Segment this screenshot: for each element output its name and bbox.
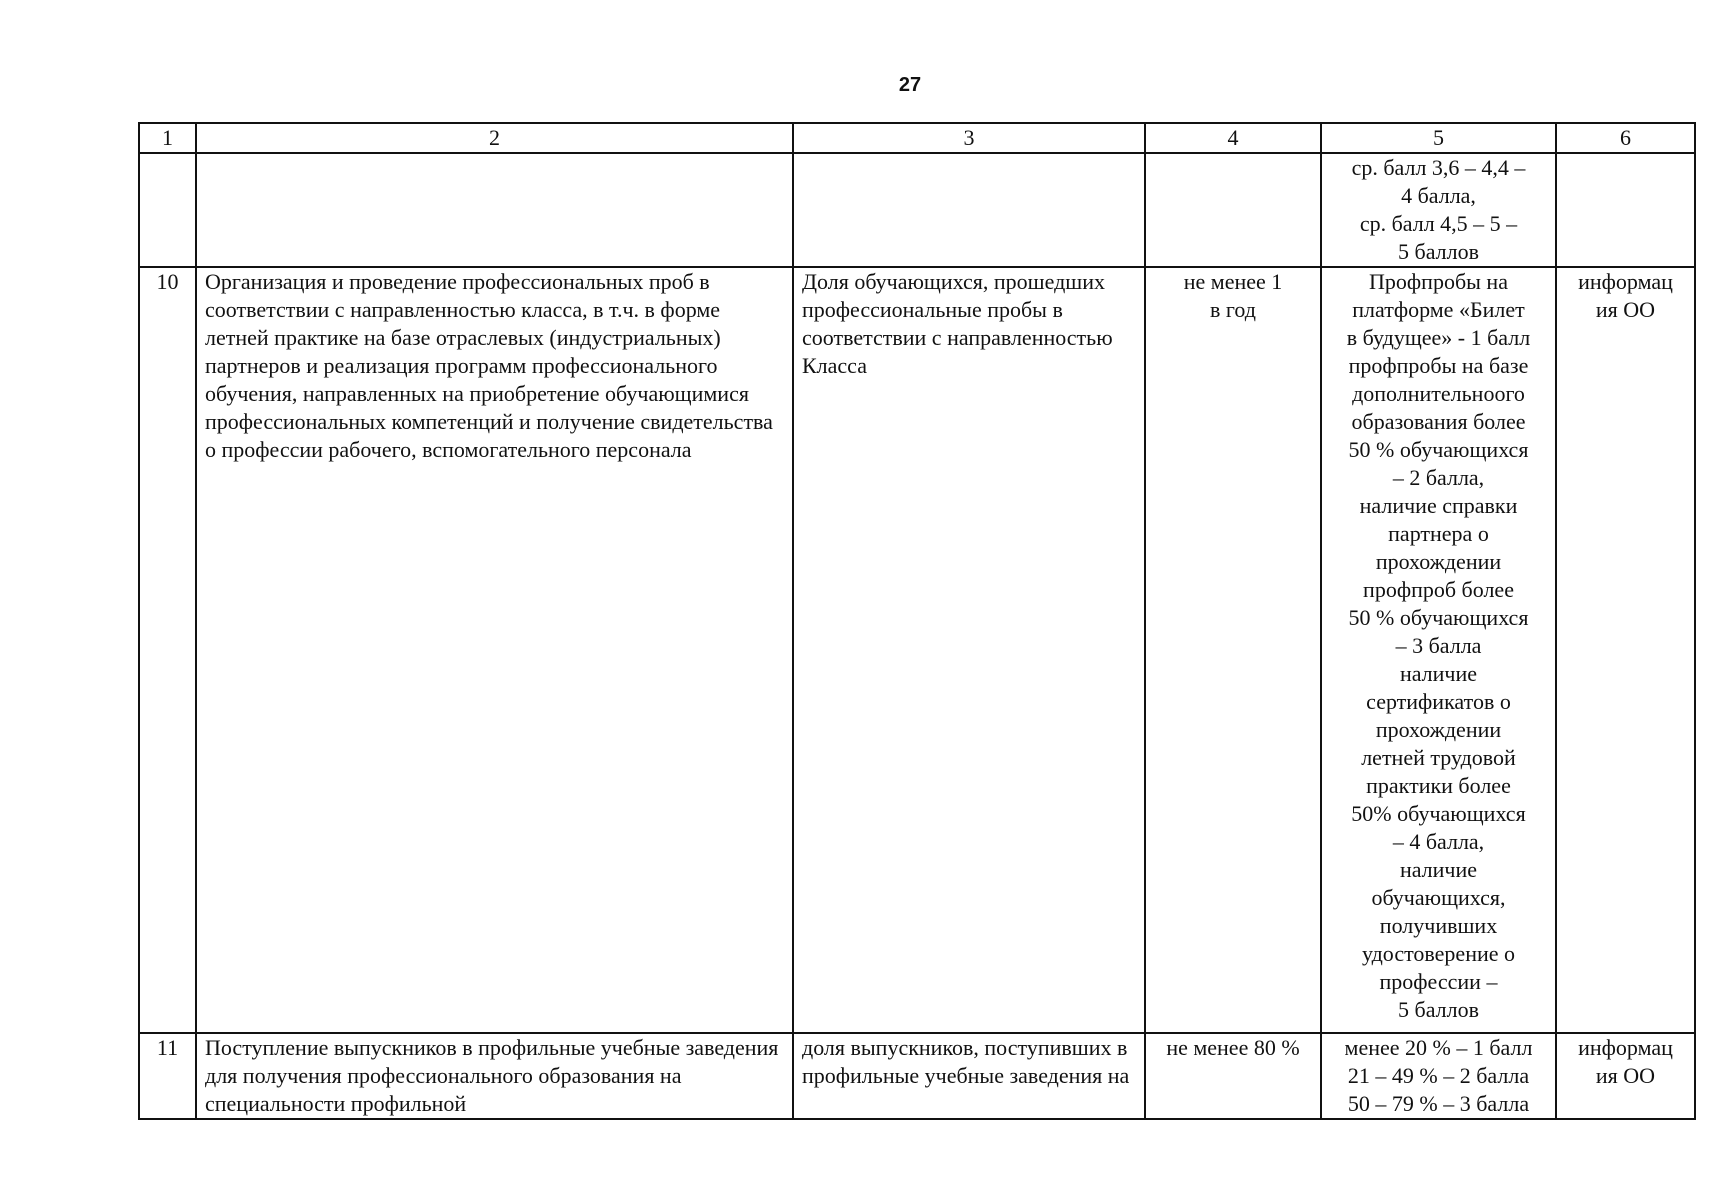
row-number: 11: [139, 1033, 196, 1119]
header-cell: 4: [1145, 123, 1321, 153]
header-cell: 6: [1556, 123, 1695, 153]
header-row: [139, 123, 1695, 153]
source-line: ия ОО: [1595, 1063, 1656, 1088]
scoring-line: профпробы на базе: [1348, 353, 1529, 378]
scoring-line: 50 % обучающихся: [1348, 605, 1529, 630]
target-cell: [1145, 153, 1321, 267]
scoring-line: 5 баллов: [1398, 997, 1479, 1022]
scoring-line: дополнительноого: [1352, 381, 1525, 406]
source-cell: [1556, 153, 1695, 267]
table-row: [139, 153, 1695, 267]
scoring-line: ср. балл 3,6 – 4,4 –: [1351, 155, 1526, 180]
scoring-line: образования более: [1351, 409, 1526, 434]
scoring-line: ср. балл 4,5 – 5 –: [1359, 211, 1518, 236]
scoring-line: в будущее» - 1 балл: [1346, 325, 1531, 350]
header-cell: 5: [1321, 123, 1556, 153]
scoring-line: наличие: [1399, 661, 1478, 686]
scoring-line: 4 балла,: [1401, 183, 1476, 208]
scoring-line: 50 % обучающихся: [1348, 437, 1529, 462]
scoring-line: наличие: [1399, 857, 1478, 882]
table-row: [139, 1033, 1695, 1119]
indicator-cell: [793, 153, 1145, 267]
scoring-line: платформе «Билет: [1352, 297, 1525, 322]
scoring-line: удостоверение о: [1361, 941, 1516, 966]
target-cell: [1145, 1033, 1321, 1119]
scoring-line: – 4 балла,: [1392, 829, 1485, 854]
scoring-line: профпроб более: [1363, 577, 1514, 602]
header-cell: 1: [139, 123, 196, 153]
scoring-line: менее 20 % – 1 балл: [1344, 1035, 1533, 1060]
criterion-cell: Организация и проведение профессиональных проб в соответствии с направленностью класса, в т.ч. в форме летней практике на базе отраслевых (индустриальных) партнеров и реализация программ профессионального обучения, направленных на приобретение обучающимися профессиональных компетенций и получение свидетельства о профессии рабочего, вспомогательного персонала: [196, 267, 793, 1033]
scoring-cell: [1321, 153, 1556, 267]
scoring-line: – 2 балла,: [1392, 465, 1485, 490]
table-row: [139, 267, 1695, 1033]
source-cell: [1556, 1033, 1695, 1119]
scoring-cell: [1321, 1033, 1556, 1119]
target-line: в год: [1210, 297, 1256, 322]
scoring-line: партнера о: [1388, 521, 1489, 546]
scoring-line: Профпробы на: [1369, 269, 1508, 294]
scoring-line: профессии –: [1379, 969, 1498, 994]
source-cell: [1556, 267, 1695, 1033]
criteria-table: [138, 122, 1696, 1120]
header-cell: 3: [793, 123, 1145, 153]
scoring-line: практики более: [1366, 773, 1511, 798]
scoring-line: сертификатов о: [1366, 689, 1511, 714]
scoring-line: прохождении: [1375, 717, 1502, 742]
source-line: ия ОО: [1595, 297, 1656, 322]
target-line: не менее 1: [1183, 269, 1283, 294]
indicator-cell: Доля обучающихся, прошедших профессиональные пробы в соответствии с направленностью Класса: [793, 267, 1145, 1033]
scoring-cell: [1321, 267, 1556, 1033]
row-number: [139, 153, 196, 267]
scoring-line: 50 – 79 % – 3 балла: [1347, 1091, 1530, 1116]
source-line: информац: [1578, 1035, 1673, 1060]
page-number: 27: [898, 74, 922, 96]
row-number: 10: [139, 267, 196, 1033]
scoring-line: 50% обучающихся: [1351, 801, 1526, 826]
scoring-line: получивших: [1379, 913, 1498, 938]
scoring-line: прохождении: [1375, 549, 1502, 574]
criterion-cell: [196, 153, 793, 267]
scoring-line: обучающихся,: [1371, 885, 1506, 910]
scoring-line: наличие справки: [1359, 493, 1518, 518]
criterion-cell: Поступление выпускников в профильные учебные заведения для получения профессионального образования на специальности профильной: [196, 1033, 793, 1119]
header-cell: 2: [196, 123, 793, 153]
target-line: не менее 80 %: [1166, 1035, 1300, 1060]
indicator-cell: доля выпускников, поступивших в профильные учебные заведения на: [793, 1033, 1145, 1119]
scoring-line: 5 баллов: [1398, 239, 1479, 264]
target-cell: [1145, 267, 1321, 1033]
scoring-line: летней трудовой: [1361, 745, 1516, 770]
source-line: информац: [1578, 269, 1673, 294]
scoring-line: – 3 балла: [1395, 633, 1482, 658]
scoring-line: 21 – 49 % – 2 балла: [1347, 1063, 1530, 1088]
